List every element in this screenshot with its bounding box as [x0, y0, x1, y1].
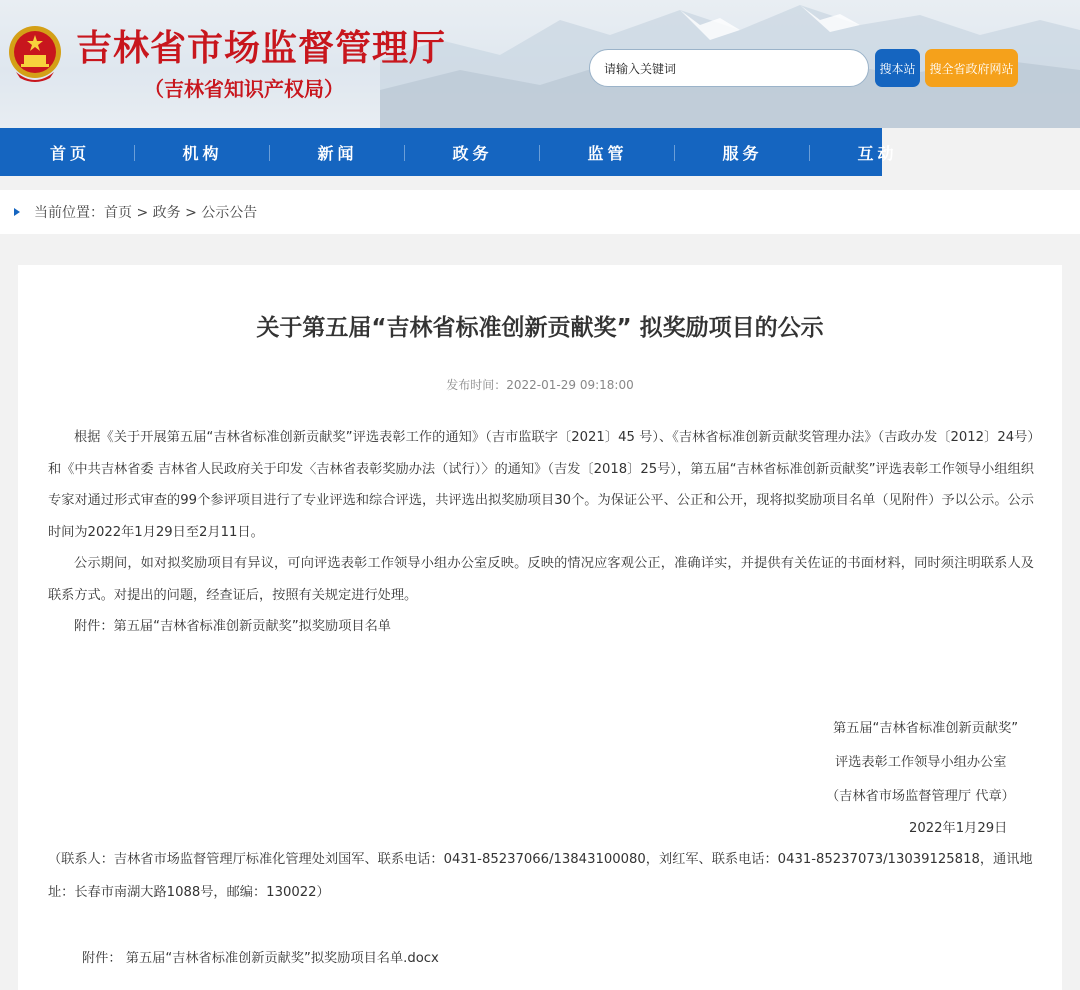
search-placeholder: 请输入关键词 [604, 61, 677, 76]
site-subtitle: （吉林省知识产权局） [144, 77, 344, 101]
breadcrumb-arrow-icon [14, 208, 20, 216]
nav-item-org[interactable]: 机构 [135, 128, 270, 176]
search-all-button[interactable]: 搜全省政府网站 [925, 49, 1018, 87]
nav-item-service[interactable]: 服务 [675, 128, 810, 176]
main-nav [0, 128, 898, 176]
national-emblem-icon [4, 22, 66, 88]
search-input[interactable] [589, 49, 869, 87]
nav-item-affairs[interactable]: 政务 [405, 128, 540, 176]
nav-item-supervision[interactable]: 监管 [540, 128, 675, 176]
signature-line-2: 评选表彰工作领导小组办公室 [835, 755, 1007, 770]
publish-time: 发布时间：2022-01-29 09:18:00 [446, 378, 634, 392]
signature-date: 2022年1月29日 [909, 821, 1008, 836]
signature-line-1: 第五届“吉林省标准创新贡献奖” [833, 721, 1019, 736]
contact-info: （联系人：吉林省市场监督管理厅标准化管理处刘国军、联系电话：0431-85237066/13843100080，刘红军、联系电话：0431-85237073/13039125818，通讯地址：长春市南湖大路1088号，邮编：130022） [48, 852, 1033, 900]
article-paragraph: 附件：第五届“吉林省标准创新贡献奖”拟奖励项目名单 [74, 619, 391, 634]
attachment-row [82, 947, 439, 966]
attachment-file-link[interactable]: 第五届“吉林省标准创新贡献奖”拟奖励项目名单.docx [125, 951, 439, 966]
article-paragraph: 公示期间，如对拟奖励项目有异议，可向评选表彰工作领导小组办公室反映。反映的情况应客观公正，准确详实，并提供有关佐证的书面材料，同时须注明联系人及联系方式。对提出的问题，经查证后，按照有关规定进行处理。 [48, 556, 1034, 603]
site-title[interactable]: 吉林省市场监督管理厅 [76, 28, 447, 69]
signature-line-3: （吉林省市场监督管理厅 代章） [826, 789, 1015, 804]
nav-item-home[interactable]: 首页 [0, 128, 135, 176]
breadcrumb-text[interactable]: 当前位置：首页 > 政务 > 公示公告 [34, 205, 258, 221]
article-paragraph: 根据《关于开展第五届“吉林省标准创新贡献奖”评选表彰工作的通知》（吉市监联字〔2021〕45 号）、《吉林省标准创新贡献奖管理办法》（吉政办发〔2012〕24号）和《中共吉林省委 吉林省人民政府关于印发〈吉林省表彰奖励办法（试行）〉的通知》（吉发〔2018〕25号），第五届“吉林省标准创新贡献奖”评选表彰工作领导小组组织专家对通过形式审查的99个参评项目进行了专业评选和综合评选，共评选出拟奖励项目30个。为保证公平、公正和公开，现将拟奖励项目名单（见附件）予以公示。公示时间为2022年1月29日至2月11日。 [48, 430, 1034, 540]
search-site-button[interactable]: 搜本站 [875, 49, 920, 87]
article-title: 关于第五届“吉林省标准创新贡献奖” 拟奖励项目的公示 [256, 315, 824, 341]
site-header [0, 0, 1080, 128]
breadcrumb [0, 190, 1080, 234]
article-body [48, 422, 1034, 643]
attachment-label: 附件： [82, 951, 122, 966]
nav-item-interaction[interactable]: 互动 [857, 143, 898, 163]
nav-item-news[interactable]: 新闻 [270, 128, 405, 176]
article-panel [18, 265, 1062, 990]
